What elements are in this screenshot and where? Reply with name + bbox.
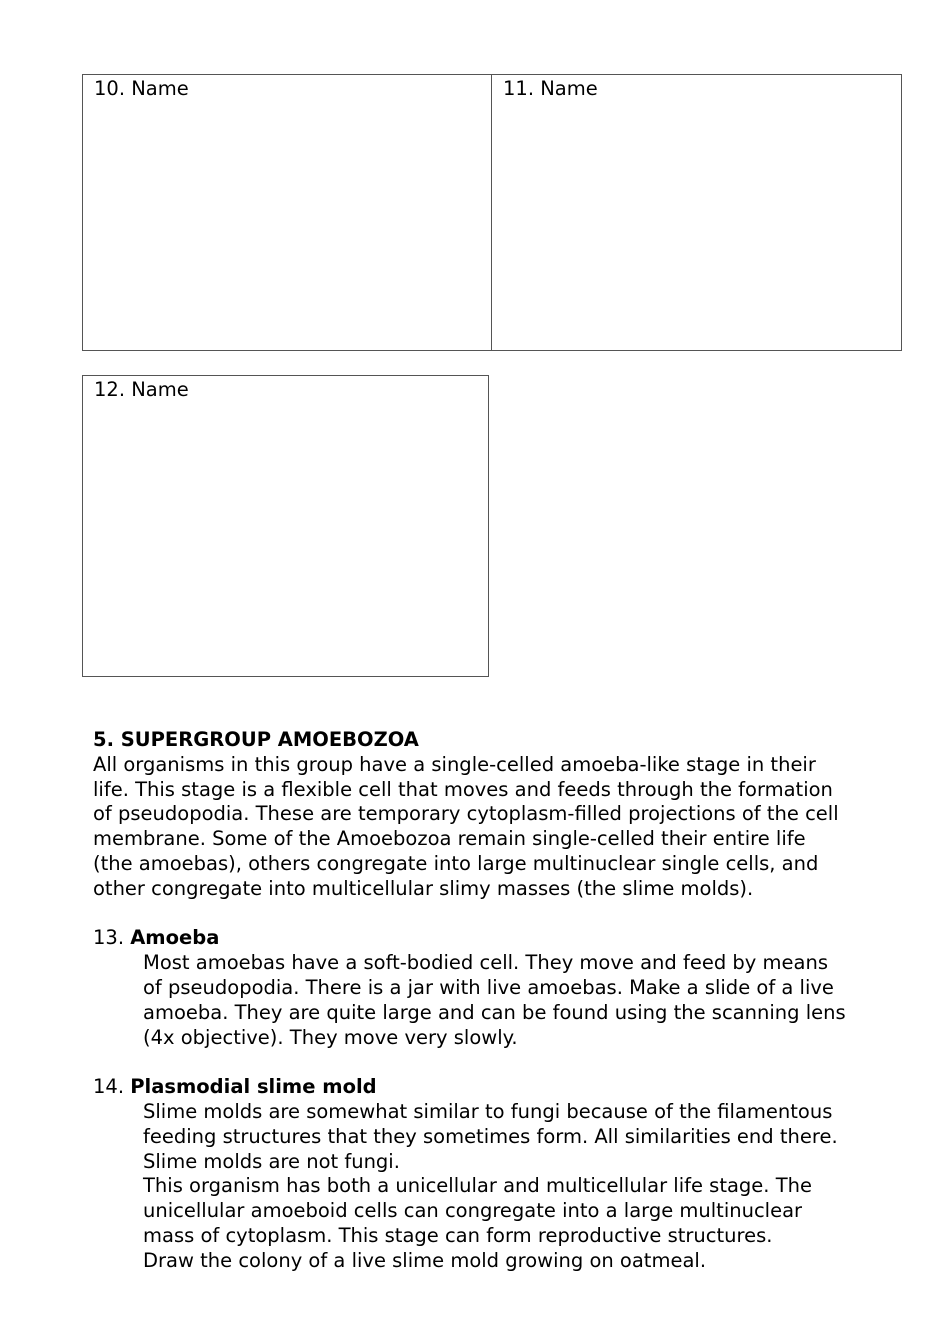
item-name: Plasmodial slime mold bbox=[130, 1075, 377, 1099]
drawing-box-11 bbox=[491, 74, 902, 351]
description-line: of pseudopodia. There is a jar with live amoebas. Make a slide of a live bbox=[143, 975, 834, 999]
item-number: 14. bbox=[93, 1075, 125, 1099]
description-line: Slime molds are not fungi. bbox=[143, 1149, 400, 1173]
box-12-label: 12. Name bbox=[94, 378, 189, 401]
item-plasmodial-slime-mold bbox=[93, 1075, 893, 1273]
description-line: Slime molds are somewhat similar to fungi because of the filamentous bbox=[143, 1099, 833, 1123]
intro-line: membrane. Some of the Amoebozoa remain single-celled their entire life bbox=[93, 827, 806, 851]
description-line: Draw the colony of a live slime mold growing on oatmeal. bbox=[143, 1248, 707, 1272]
description-line: Most amoebas have a soft-bodied cell. They move and feed by means bbox=[143, 951, 828, 975]
intro-line: (the amoebas), others congregate into large multinuclear single cells, and bbox=[93, 851, 819, 875]
item-title bbox=[93, 1075, 893, 1100]
section-intro bbox=[93, 753, 893, 902]
drawing-box-12 bbox=[82, 375, 489, 677]
item-title bbox=[93, 926, 893, 951]
item-description bbox=[93, 1100, 893, 1274]
amoebozoa-section bbox=[93, 728, 893, 1274]
intro-line: All organisms in this group have a single-celled amoeba-like stage in their bbox=[93, 752, 816, 776]
section-heading: 5. SUPERGROUP AMOEBOZOA bbox=[93, 728, 419, 751]
box-10-label: 10. Name bbox=[94, 77, 189, 100]
description-line: (4x objective). They move very slowly. bbox=[143, 1025, 518, 1049]
item-name: Amoeba bbox=[130, 926, 220, 950]
intro-line: other congregate into multicellular slimy masses (the slime molds). bbox=[93, 876, 754, 900]
description-line: feeding structures that they sometimes form. All similarities end there. bbox=[143, 1124, 838, 1148]
item-amoeba bbox=[93, 926, 893, 1050]
intro-line: life. This stage is a flexible cell that moves and feeds through the formation bbox=[93, 777, 833, 801]
drawing-box-10 bbox=[82, 74, 493, 351]
item-number: 13. bbox=[93, 926, 125, 950]
description-line: amoeba. They are quite large and can be found using the scanning lens bbox=[143, 1000, 846, 1024]
intro-line: of pseudopodia. These are temporary cytoplasm-filled projections of the cell bbox=[93, 802, 839, 826]
description-line: mass of cytoplasm. This stage can form reproductive structures. bbox=[143, 1223, 773, 1247]
description-line: This organism has both a unicellular and multicellular life stage. The bbox=[143, 1174, 812, 1198]
description-line: unicellular amoeboid cells can congregate into a large multinuclear bbox=[143, 1199, 803, 1223]
item-description bbox=[93, 951, 893, 1050]
box-11-label: 11. Name bbox=[503, 77, 598, 100]
